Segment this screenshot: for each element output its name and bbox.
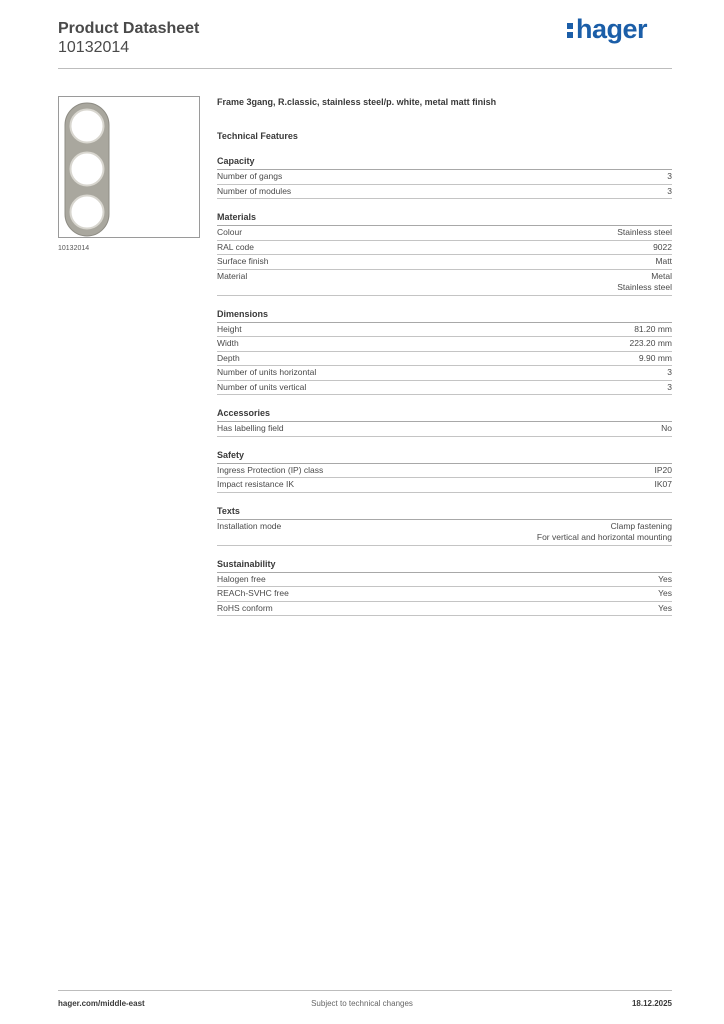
feature-value-line: 3 bbox=[667, 367, 672, 377]
feature-row bbox=[217, 241, 672, 256]
feature-value bbox=[667, 367, 672, 379]
feature-row bbox=[217, 602, 672, 617]
feature-value bbox=[617, 227, 672, 239]
feature-value bbox=[667, 382, 672, 394]
group-title: Dimensions bbox=[217, 308, 672, 323]
feature-value-line: 3 bbox=[667, 381, 672, 392]
feature-value-line: 3 bbox=[667, 185, 672, 196]
feature-value-line: Yes bbox=[658, 602, 672, 613]
feature-group-safety bbox=[217, 449, 672, 493]
feature-row bbox=[217, 226, 672, 241]
feature-value-line: 9022 bbox=[653, 241, 672, 252]
feature-group-accessories bbox=[217, 407, 672, 437]
feature-value-line: IP20 bbox=[654, 464, 672, 475]
feature-row bbox=[217, 381, 672, 396]
feature-value-line: No bbox=[661, 423, 672, 433]
feature-value bbox=[655, 465, 673, 477]
feature-label: Colour bbox=[217, 227, 243, 237]
feature-row bbox=[217, 478, 672, 493]
feature-group-sustainability bbox=[217, 558, 672, 617]
feature-value-line: Matt bbox=[655, 256, 672, 266]
feature-value-line: IK07 bbox=[654, 479, 672, 489]
feature-value bbox=[667, 171, 672, 183]
feature-row bbox=[217, 185, 672, 200]
feature-value-line: 223.20 mm bbox=[629, 338, 672, 348]
hager-logo bbox=[567, 14, 647, 45]
feature-value-line: Yes bbox=[658, 588, 672, 598]
feature-value bbox=[658, 588, 672, 600]
feature-group-capacity bbox=[217, 155, 672, 199]
footer-date: 18.12.2025 bbox=[631, 999, 672, 1008]
feature-value bbox=[667, 186, 672, 198]
feature-row bbox=[217, 587, 672, 602]
feature-value bbox=[658, 603, 672, 615]
footer-divider bbox=[58, 990, 672, 991]
feature-row bbox=[217, 573, 672, 588]
feature-label: Has labelling field bbox=[217, 423, 284, 433]
logo-dots-icon bbox=[567, 19, 574, 39]
feature-row bbox=[217, 323, 672, 338]
feature-value-line: 81.20 mm bbox=[634, 323, 672, 334]
feature-value-line: 9.90 mm bbox=[638, 352, 672, 363]
feature-value-line: Metal bbox=[651, 270, 672, 281]
feature-row bbox=[217, 337, 672, 352]
group-title: Sustainability bbox=[217, 558, 672, 573]
feature-row bbox=[217, 255, 672, 270]
frame-3gang-icon bbox=[59, 97, 199, 237]
technical-content bbox=[217, 96, 672, 628]
feature-label: RAL code bbox=[217, 241, 255, 252]
feature-value bbox=[617, 271, 672, 294]
feature-label: REACh-SVHC free bbox=[217, 588, 289, 598]
feature-value bbox=[655, 479, 673, 491]
feature-label: Number of gangs bbox=[217, 171, 283, 181]
feature-row bbox=[217, 422, 672, 437]
product-number: 10132014 bbox=[58, 39, 130, 56]
feature-label: Material bbox=[217, 270, 248, 281]
image-caption: 10132014 bbox=[58, 245, 90, 252]
feature-label: Number of units vertical bbox=[217, 381, 307, 392]
group-title: Capacity bbox=[217, 155, 672, 170]
feature-row bbox=[217, 270, 672, 296]
feature-group-materials bbox=[217, 211, 672, 296]
feature-label: Halogen free bbox=[217, 573, 266, 584]
technical-features-heading: Technical Features bbox=[217, 131, 298, 141]
feature-label: RoHS conform bbox=[217, 602, 273, 613]
footer-notice: Subject to technical changes bbox=[311, 999, 413, 1008]
feature-value bbox=[661, 423, 672, 435]
group-title: Texts bbox=[217, 505, 672, 520]
feature-group-texts bbox=[217, 505, 672, 546]
feature-value bbox=[629, 338, 672, 350]
feature-value-line: Yes bbox=[658, 573, 672, 584]
product-description: Frame 3gang, R.classic, stainless steel/p. white, metal matt finish bbox=[217, 97, 497, 107]
feature-value bbox=[655, 256, 672, 268]
feature-value-line: Stainless steel bbox=[617, 282, 672, 292]
feature-label: Number of modules bbox=[217, 185, 292, 196]
feature-row bbox=[217, 352, 672, 367]
feature-value-line: For vertical and horizontal mounting bbox=[536, 532, 672, 542]
feature-group-dimensions bbox=[217, 308, 672, 396]
feature-label: Depth bbox=[217, 352, 240, 363]
feature-label: Impact resistance IK bbox=[217, 479, 295, 489]
feature-value-line: Clamp fastening bbox=[610, 520, 672, 531]
feature-label: Height bbox=[217, 323, 242, 334]
feature-value bbox=[537, 521, 672, 544]
footer-website: hager.com/middle-east bbox=[58, 999, 145, 1008]
feature-value bbox=[639, 353, 672, 365]
feature-value bbox=[653, 242, 672, 254]
product-image bbox=[58, 96, 200, 238]
feature-row bbox=[217, 170, 672, 185]
feature-groups bbox=[217, 155, 672, 616]
feature-row bbox=[217, 464, 672, 479]
feature-row bbox=[217, 366, 672, 381]
feature-label: Installation mode bbox=[217, 520, 282, 531]
feature-label: Ingress Protection (IP) class bbox=[217, 464, 324, 475]
feature-label: Number of units horizontal bbox=[217, 367, 317, 377]
logo-text: hager bbox=[576, 14, 648, 44]
page-title: Product Datasheet bbox=[58, 20, 200, 37]
feature-value-line: Stainless steel bbox=[617, 227, 672, 237]
feature-value bbox=[634, 324, 672, 336]
group-title: Accessories bbox=[217, 407, 672, 422]
feature-label: Width bbox=[217, 338, 239, 348]
group-title: Materials bbox=[217, 211, 672, 226]
feature-value-line: 3 bbox=[667, 171, 672, 181]
group-title: Safety bbox=[217, 449, 672, 464]
header-divider bbox=[58, 68, 672, 69]
feature-value bbox=[658, 574, 672, 586]
feature-row bbox=[217, 520, 672, 546]
feature-label: Surface finish bbox=[217, 256, 269, 266]
